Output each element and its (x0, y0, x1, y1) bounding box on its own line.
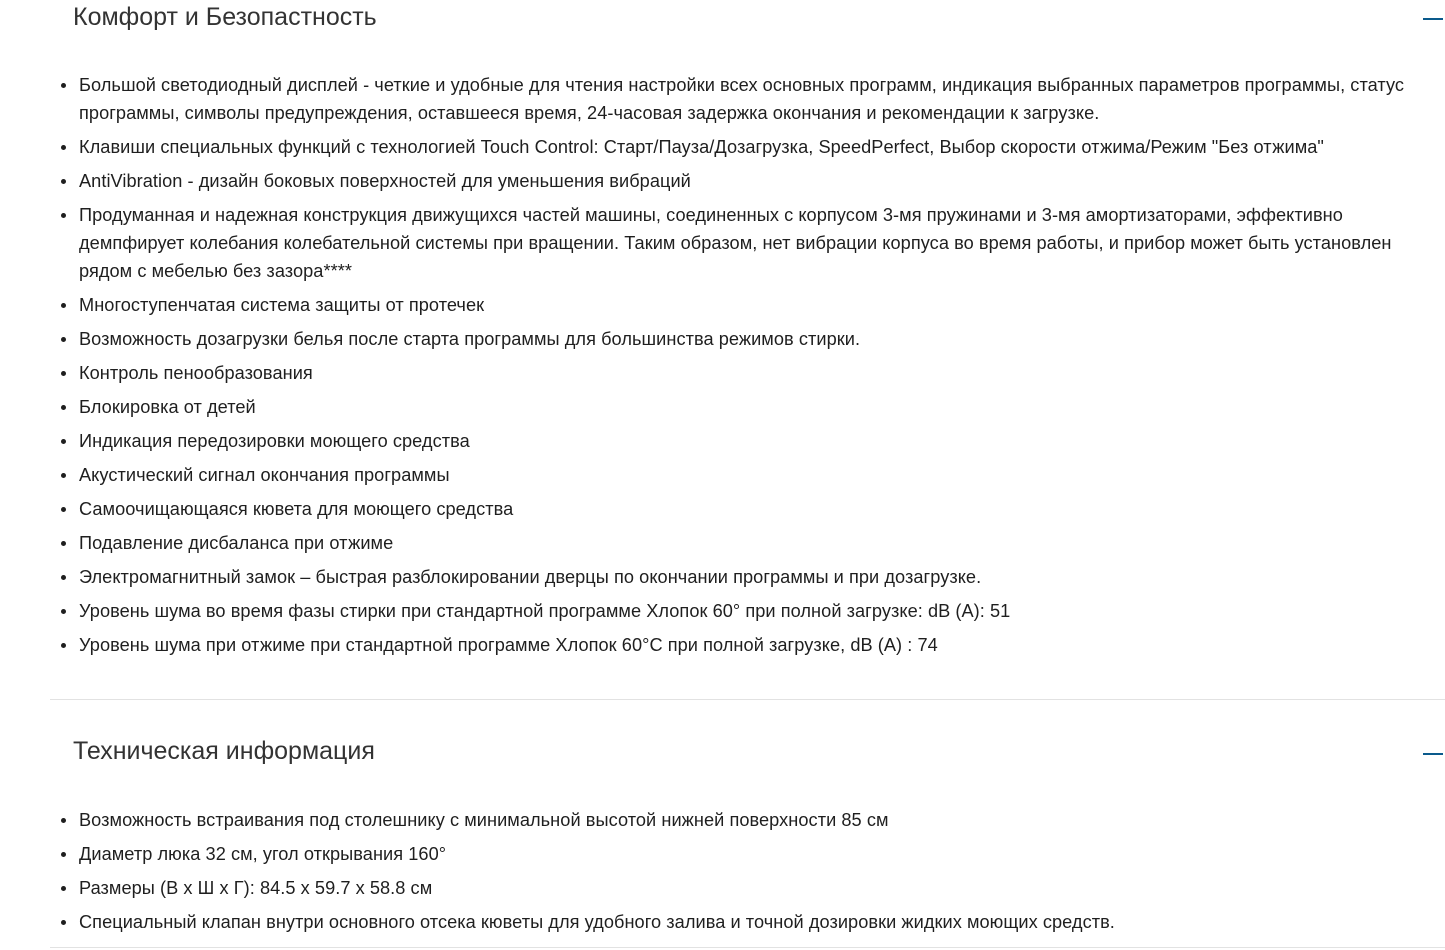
feature-list (50, 71, 1445, 665)
accordion-header-comfort-safety[interactable] (50, 0, 1445, 40)
section-title: Комфорт и Безопастность (73, 3, 377, 31)
list-item: Контроль пенообразования (79, 359, 1445, 387)
list-item: Блокировка от детей (79, 393, 1445, 421)
accordion-header-technical-info[interactable] (50, 735, 1445, 775)
section-divider (50, 699, 1445, 700)
list-item: AntiVibration - дизайн боковых поверхностей для уменьшения вибраций (79, 167, 1445, 195)
feature-list (50, 806, 1445, 942)
section-title: Техническая информация (73, 737, 375, 765)
list-item: Уровень шума во время фазы стирки при стандартной программе Хлопок 60° при полной загрузке: dB (A): 51 (79, 597, 1445, 625)
section-comfort-safety (50, 0, 1445, 655)
list-item: Подавление дисбаланса при отжиме (79, 529, 1445, 557)
list-item: Акустический сигнал окончания программы (79, 461, 1445, 489)
list-item: Возможность дозагрузки белья после старта программы для большинства режимов стирки. (79, 325, 1445, 353)
list-item: Многоступенчатая система защиты от протечек (79, 291, 1445, 319)
list-item: Индикация передозировки моющего средства (79, 427, 1445, 455)
list-item: Возможность встраивания под столешнику с минимальной высотой нижней поверхности 85 см (79, 806, 1445, 834)
list-item: Диаметр люка 32 см, угол открывания 160° (79, 840, 1445, 868)
list-item: Большой светодиодный дисплей - четкие и удобные для чтения настройки всех основных программ, индикация выбранных параметров программы, статус программы, символы предупреждения, оставшееся время, 24-часовая задержка окончания и рекомендации к загрузке. (79, 71, 1445, 127)
collapse-minus-icon[interactable] (1423, 743, 1445, 765)
collapse-minus-icon[interactable] (1423, 8, 1445, 30)
list-item: Продуманная и надежная конструкция движущихся частей машины, соединенных с корпусом 3-мя пружинами и 3-мя амортизаторами, эффективно демпфирует колебания колебательной системы при вращении. Таким образом, нет вибрации корпуса во время работы, и прибор может быть установлен рядом с мебелью без зазора**** (79, 201, 1445, 285)
list-item: Уровень шума при отжиме при стандартной программе Хлопок 60°C при полной загрузке, dB (A) : 74 (79, 631, 1445, 659)
list-item: Электромагнитный замок – быстрая разблокировании дверцы по окончании программы и при дозагрузке. (79, 563, 1445, 591)
list-item: Самоочищающаяся кювета для моющего средства (79, 495, 1445, 523)
list-item: Клавиши специальных функций с технологией Touch Control: Старт/Пауза/Дозагрузка, SpeedPerfect, Выбор скорости отжима/Режим "Без отжима" (79, 133, 1445, 161)
section-divider (50, 947, 1445, 948)
section-technical-info (50, 735, 1445, 932)
list-item: Размеры (В х Ш х Г): 84.5 х 59.7 х 58.8 см (79, 874, 1445, 902)
list-item: Специальный клапан внутри основного отсека кюветы для удобного залива и точной дозировки жидких моющих средств. (79, 908, 1445, 936)
